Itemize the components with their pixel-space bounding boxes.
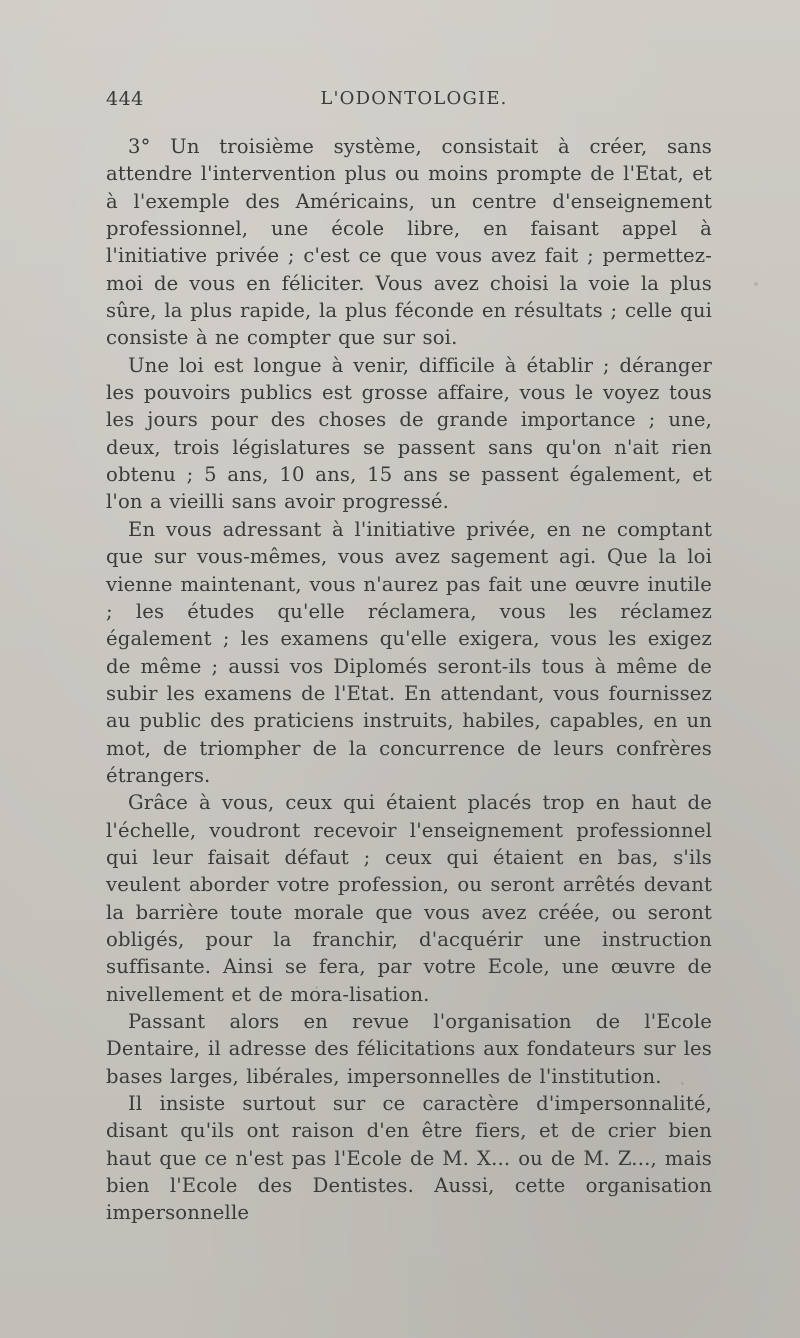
- page-header: [106, 88, 712, 118]
- ink-speck: [754, 282, 758, 286]
- body-text: [106, 133, 712, 1227]
- running-title: L'ODONTOLOGIE.: [320, 88, 508, 109]
- paragraph-thanks-to-you: Grâce à vous, ceux qui étaient placés trop en haut de l'échelle, voudront recevoir l'enseignement professionnel qui leur faisait défaut ; ceux qui étaient en bas, s'ils veulent aborder votre profession, ou seront arrêtés devant la barrière toute morale que vous avez créée, ou seront obligés, pour la franchir, d'acquérir une instruction suffisante. Ainsi se fera, par votre Ecole, une œuvre de nivellement et de mora-lisation.: [106, 791, 712, 1006]
- paragraph-third-system: 3° Un troisième système, consistait à créer, sans attendre l'intervention plus ou moins prompte de l'Etat, et à l'exemple des Américains, un centre d'enseignement professionnel, une école libre, en faisant appel à l'initiative privée ; c'est ce que vous avez fait ; permettez-moi de vous en féliciter. Vous avez choisi la voie la plus sûre, la plus rapide, la plus féconde en résultats ; celle qui consiste à ne compter que sur soi.: [106, 135, 712, 350]
- paragraph-private-initiative: En vous adressant à l'initiative privée, en ne comptant que sur vous-mêmes, vous avez sagement agi. Que la loi vienne maintenant, vous n'aurez pas fait une œuvre inutile ; les études qu'elle réclamera, vous les réclamez également ; les examens qu'elle exigera, vous les exigez de même ; aussi vos Diplomés seront-ils tous à même de subir les examens de l'Etat. En attendant, vous fournissez au public des praticiens instruits, habiles, capables, en un mot, de triompher de la concurrence de leurs confrères étrangers.: [106, 517, 712, 787]
- paragraph-law-delay: Une loi est longue à venir, difficile à établir ; déranger les pouvoirs publics est grosse affaire, vous le voyez tous les jours pour des choses de grande importance ; une, deux, trois législatures se passent sans qu'on n'ait rien obtenu ; 5 ans, 10 ans, 15 ans se passent également, et l'on a vieilli sans avoir progressé.: [106, 353, 712, 514]
- paragraph-impersonality: Il insiste surtout sur ce caractère d'impersonnalité, disant qu'ils ont raison d'en être fiers, et de crier bien haut que ce n'est pas l'Ecole de M. X... ou de M. Z..., mais bien l'Ecole des Dentistes. Aussi, cette organisation impersonnelle: [106, 1092, 712, 1225]
- paragraph-organisation-review: Passant alors en revue l'organisation de l'Ecole Dentaire, il adresse des félicitations aux fondateurs sur les bases larges, libérales, impersonnelles de l'institution.: [106, 1010, 712, 1088]
- page-number: 444: [106, 88, 144, 110]
